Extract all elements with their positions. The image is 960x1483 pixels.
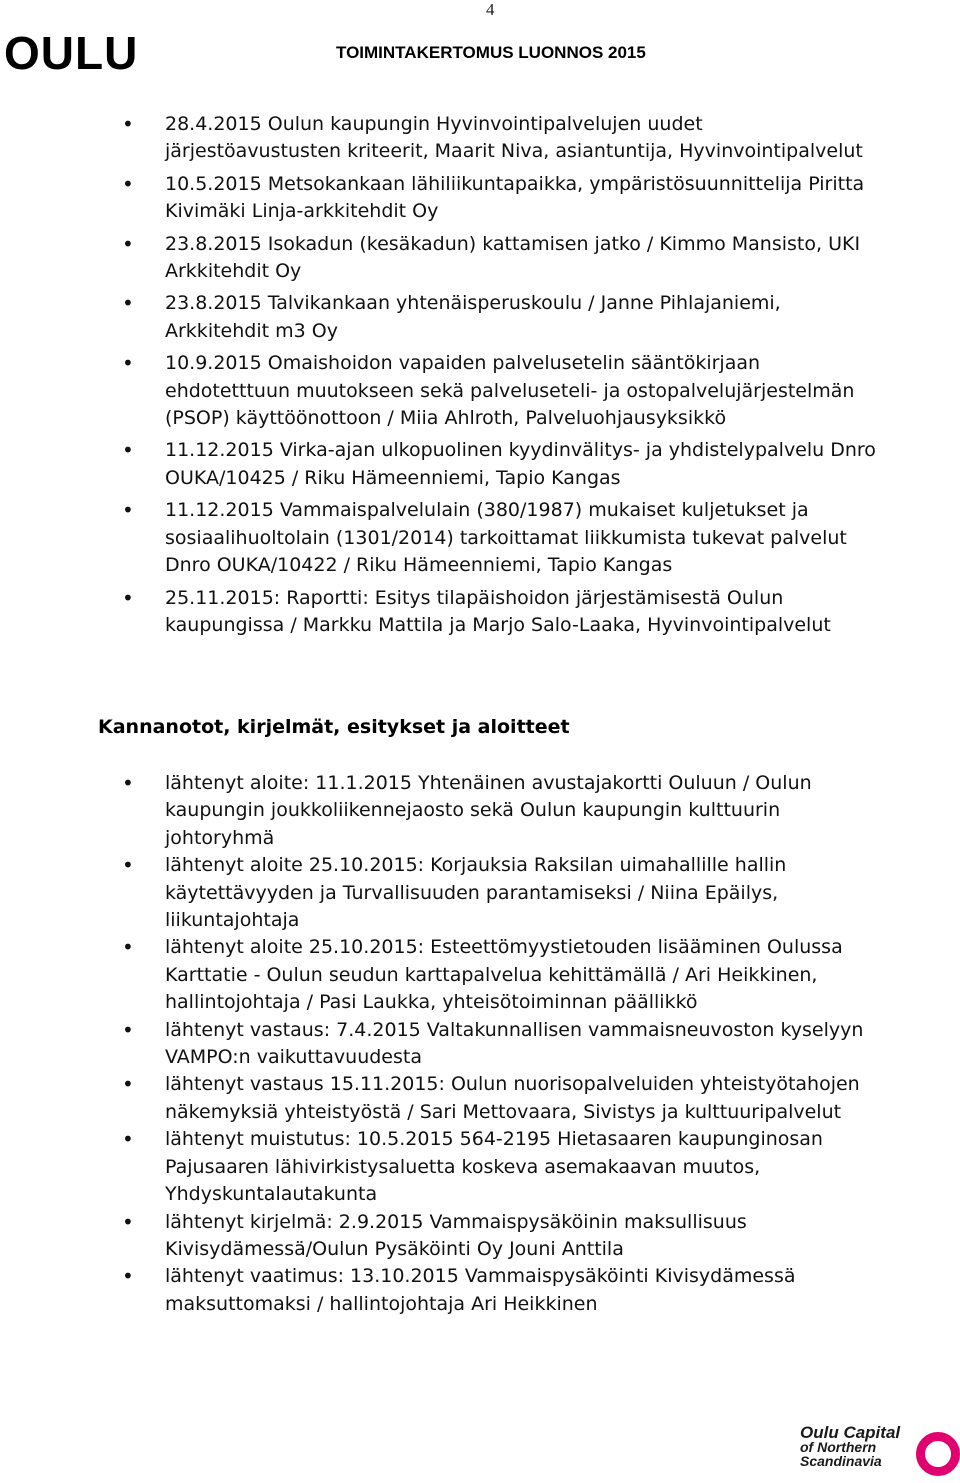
oulu-logo: OULU [4, 27, 139, 79]
document-title: TOIMINTAKERTOMUS LUONNOS 2015 [336, 43, 646, 62]
list-item: • lähtenyt vastaus 15.11.2015: Oulun nuorisopalveluiden yhteistyötahojen näkemyksiä yhteistyöstä / Sari Mettovaara, Sivistys ja kulttuuripalvelut [0, 1071, 900, 1126]
list-item: • 11.12.2015 Vammaispalvelulain (380/1987) mukaiset kuljetukset ja sosiaalihuoltolain (1301/2014) tarkoittamat liikkumista tukevat palvelut Dnro OUKA/10422 / Riku Hämeenniemi, Tapio Kangas [0, 497, 900, 579]
list-item: • 10.5.2015 Metsokankaan lähiliikuntapaikka, ympäristösuunnittelija Piritta Kivimäki Linja-arkkitehdit Oy [0, 171, 900, 226]
list-item: • lähtenyt vaatimus: 13.10.2015 Vammaispysäköinti Kivisydämessä maksuttomaksi / hallintojohtaja Ari Heikkinen [0, 1263, 900, 1318]
footer-logo-line: Scandinavia [800, 1453, 882, 1469]
page-number: 4 [486, 0, 495, 19]
list-item: • lähtenyt aloite: 11.1.2015 Yhtenäinen avustajakortti Ouluun / Oulun kaupungin joukkoliikennejaosto sekä Oulun kaupungin kulttuurin johtoryhmä [0, 770, 900, 852]
statements-list [0, 770, 900, 1318]
list-item: • 11.12.2015 Virka-ajan ulkopuolinen kyydinvälitys- ja yhdistelypalvelu Dnro OUKA/10425 / Riku Hämeenniemi, Tapio Kangas [0, 437, 900, 492]
footer-logo-line: of Northern [800, 1439, 877, 1455]
list-item: • 23.8.2015 Isokadun (kesäkadun) kattamisen jatko / Kimmo Mansisto, UKI Arkkitehdit Oy [0, 231, 900, 286]
list-item: • lähtenyt aloite 25.10.2015: Korjauksia Raksilan uimahallille hallin käytettävyyden ja Turvallisuuden parantamiseksi / Niina Epäilys, liikuntajohtaja [0, 852, 900, 934]
list-item: • lähtenyt kirjelmä: 2.9.2015 Vammaispysäköinin maksullisuus Kivisydämessä/Oulun Pysäköinti Oy Jouni Anttila [0, 1209, 900, 1264]
footer-logo-line: Oulu Capital [800, 1423, 901, 1442]
list-item: • lähtenyt muistutus: 10.5.2015 564-2195 Hietasaaren kaupunginosan Pajusaaren lähivirkistysaluetta koskeva asemakaavan muutos, Yhdyskuntalautakunta [0, 1126, 900, 1208]
list-item: • 23.8.2015 Talvikankaan yhtenäisperuskoulu / Janne Pihlajaniemi, Arkkitehdit m3 Oy [0, 290, 900, 345]
oulu-capital-logo [800, 1423, 960, 1483]
list-item: • 28.4.2015 Oulun kaupungin Hyvinvointipalvelujen uudet järjestöavustusten kriteerit, Maarit Niva, asiantuntija, Hyvinvointipalvelut [0, 111, 900, 166]
list-item: • 10.9.2015 Omaishoidon vapaiden palvelusetelin sääntökirjaan ehdotetttuun muutokseen sekä palveluseteli- ja ostopalvelujärjestelmän (PSOP) käyttöönottoon / Miia Ahlroth, Palveluohjausyksikkö [0, 350, 900, 432]
ring-icon [916, 1432, 960, 1476]
list-item: • 25.11.2015: Raportti: Esitys tilapäishoidon järjestämisestä Oulun kaupungissa / Markku Mattila ja Marjo Salo-Laaka, Hyvinvointipalvelut [0, 585, 900, 640]
event-list [0, 111, 900, 644]
section-heading: Kannanotot, kirjelmät, esitykset ja aloitteet [98, 716, 570, 738]
list-item: • lähtenyt vastaus: 7.4.2015 Valtakunnallisen vammaisneuvoston kyselyyn VAMPO:n vaikuttavuudesta [0, 1017, 900, 1072]
list-item: • lähtenyt aloite 25.10.2015: Esteettömyystietouden lisääminen Oulussa Karttatie - Oulun seudun karttapalvelua kehittämällä / Ari Heikkinen, hallintojohtaja / Pasi Laukka, yhteisötoiminnan päällikkö [0, 934, 900, 1016]
footer-logo-text [800, 1423, 901, 1469]
